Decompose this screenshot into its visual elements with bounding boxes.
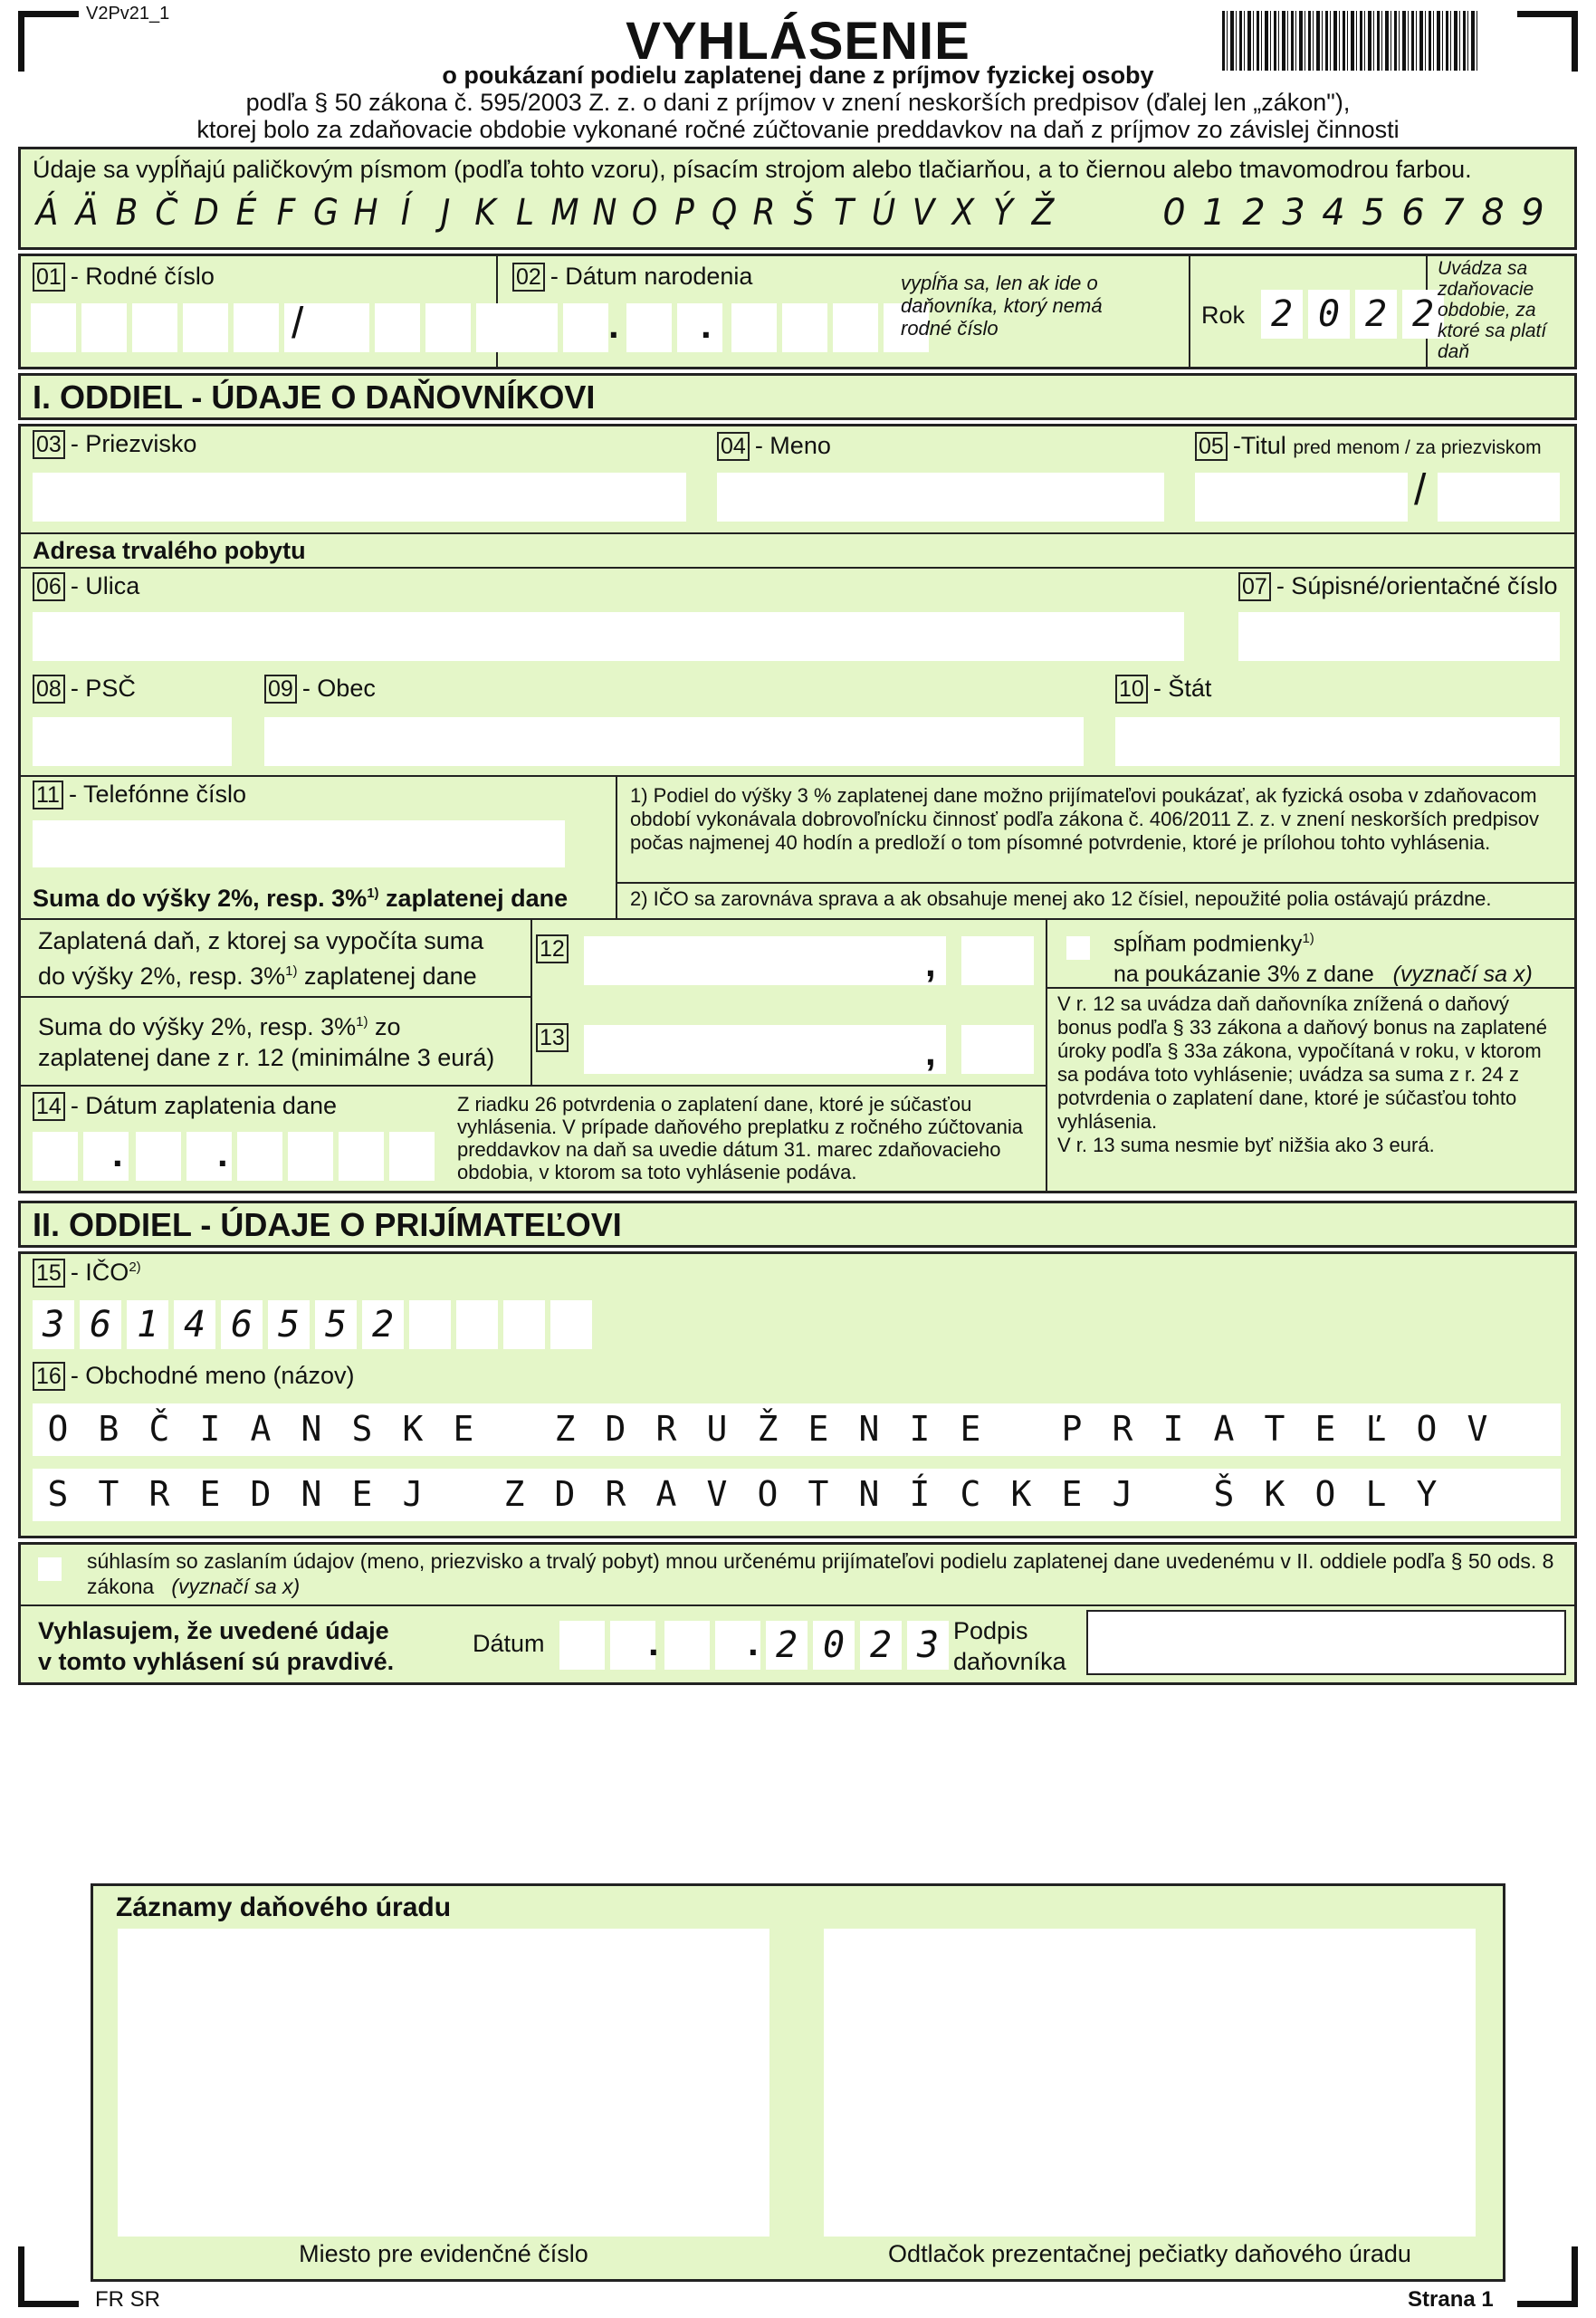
sample-letter: K [474,192,496,234]
signature-label: Podpis daňovníka [953,1617,1066,1675]
sample-letter: N [592,192,617,234]
sample-letter: P [674,192,694,234]
field-11-label: 11 - Telefónne číslo [33,781,246,809]
business-name-char: B [98,1409,119,1449]
business-name-char: D [605,1409,626,1449]
business-name-char: E [1314,1409,1336,1449]
sign-year-digit[interactable]: 2 [766,1621,808,1670]
tax-year-digit[interactable]: 0 [1308,290,1350,339]
ico-digit[interactable]: 5 [315,1300,357,1349]
paid-tax-input[interactable] [584,936,946,985]
ico-digit[interactable] [503,1300,545,1349]
date-dot: . [608,303,619,346]
sample-letter: Ä [75,192,99,234]
sample-digit: 2 [1242,192,1266,234]
business-name-char: I [1162,1409,1184,1449]
sample-digit: 5 [1362,192,1385,234]
business-name-char: E [351,1474,373,1514]
business-name-char: V [1467,1409,1488,1449]
business-name-char: A [250,1409,272,1449]
instruction-text: Údaje sa vypĺňajú paličkovým písmom (podľa tohto vzoru), písacím strojom alebo tlačiarňou, a to čiernou alebo tmavomodrou farbou. [33,156,1472,183]
business-name-char: S [351,1409,373,1449]
business-name-char: O [1314,1474,1336,1514]
field-08-label: 08 - PSČ [33,675,136,704]
footnote-1: 1) Podiel do výšky 3 % zaplatenej dane možno prijímateľovi poukázať, ak fyzická osoba v zdaňovacom období vykonávala dobrovoľnícku činnosť podľa zákona č. 406/2011 Z. z. v znení neskorších predpisov počas najmenej 40 hodín a predloží o tom písomné potvrdenie, ktoré je prílohou tohto vyhlásenia. [630,784,1539,854]
sample-letter: Ž [1031,192,1055,234]
business-name-char: Č [148,1409,170,1449]
date-dot: . [648,1621,659,1663]
ico-digit[interactable] [456,1300,498,1349]
tax-year-digit[interactable]: 2 [1355,290,1397,339]
tax-year-input[interactable] [1261,290,1444,339]
sample-letters [27,192,1063,234]
sign-date-year-input[interactable] [766,1621,949,1670]
sample-letter: M [550,192,579,234]
field-10-label: 10 - Štát [1115,675,1211,704]
business-name-char: J [1112,1474,1133,1514]
surname-input[interactable] [33,473,686,522]
business-name-char: R [1112,1409,1133,1449]
birth-number-suffix-input[interactable] [324,303,521,352]
form-subtitle: o poukázaní podielu zaplatenej dane z príjmov fyzickej osoby [442,62,1154,89]
business-name-char: R [655,1409,677,1449]
business-name-char: Z [503,1474,525,1514]
business-name-char: K [1010,1474,1032,1514]
stamp-caption: Odtlačok prezentačnej pečiatky daňového úradu [888,2240,1411,2267]
sample-letter: G [313,192,339,234]
share-amount-cents-input[interactable] [961,1025,1034,1074]
sign-date-day-input[interactable] [559,1621,655,1670]
consent-text: súhlasím so zaslaním údajov (meno, priezvisko a trvalý pobyt) mnou určenému prijímateľovi podielu zaplatenej dane uvedenému v II. oddiele podľa § 50 ods. 8 zákona (vyznačí sa x) [87,1549,1554,1598]
tax-office-title: Záznamy daňového úradu [116,1892,452,1922]
sample-digit: 7 [1441,192,1465,234]
business-name-char: I [199,1409,221,1449]
three-percent-label: spĺňam podmienky$^{1)}$ na poukázanie 3% z dane (vyznačí sa x) [1113,931,1533,988]
sample-letter: L [515,192,535,234]
field-13-number: 13 [536,1023,574,1052]
field-12-number: 12 [536,934,574,963]
business-name-char: N [858,1474,880,1514]
sample-letter: T [834,192,854,234]
business-name-char: O [1416,1409,1438,1449]
business-name-char: Z [554,1409,576,1449]
sample-letter: Š [793,192,815,234]
business-name-char: E [808,1409,829,1449]
business-name-char: D [250,1474,272,1514]
business-name-char: N [858,1409,880,1449]
field-05-label: 05 -Titul pred menom / za priezviskom [1195,432,1542,461]
sample-letter: Č [155,192,178,234]
business-name-char: P [1061,1409,1083,1449]
birth-number-input[interactable] [31,303,330,352]
field-01-label: 01 - Rodné číslo [33,263,215,292]
sample-digit: 0 [1162,192,1186,234]
birth-number-separator: / [291,300,304,348]
ico-digit[interactable]: 4 [174,1300,215,1349]
sample-letter: D [194,192,219,234]
city-input[interactable] [264,717,1084,766]
business-name-char: K [1264,1474,1285,1514]
business-name-char: D [554,1474,576,1514]
business-name-char: E [199,1474,221,1514]
business-name-char: A [1213,1409,1235,1449]
street-input[interactable] [33,612,1184,661]
sum-title: Suma do výšky 2%, resp. 3%$^{1)}$ zaplatenej dane [33,885,569,912]
date-dot: . [112,1132,123,1174]
footer-issuer: FR SR [95,2287,160,2312]
business-name-char: Ž [757,1409,779,1449]
section-2-title: II. ODDIEL - ÚDAJE O PRIJÍMATEĽOVI [33,1206,622,1243]
sample-digit: 9 [1521,192,1544,234]
sign-year-digit[interactable]: 3 [907,1621,949,1670]
business-name-char: N [301,1474,322,1514]
house-number-input[interactable] [1238,612,1560,661]
field-07-label: 07 - Súpisné/orientačné číslo [1238,572,1557,601]
law-reference-2: ktorej bolo za zdaňovacie obdobie vykonané ročné zúčtovanie preddavkov na daň z príjmov zo závislej činnosti [196,116,1400,143]
sample-digit: 6 [1401,192,1425,234]
ico-digit[interactable]: 2 [362,1300,404,1349]
paid-tax-cents-input[interactable] [961,936,1034,985]
ico-digit[interactable]: 1 [127,1300,168,1349]
section-1-title: I. ODDIEL - ÚDAJE O DAŇOVNÍKOVI [33,378,596,416]
sample-letter: J [440,192,451,234]
year-note: Uvádza sa zdaňovacie obdobie, za ktoré sa platí daň [1438,258,1547,362]
payment-date-year-input[interactable] [237,1132,435,1181]
business-name-char: N [301,1409,322,1449]
sample-letter: É [235,192,257,234]
business-name-char: R [605,1474,626,1514]
share-amount-input[interactable] [584,1025,946,1074]
ico-digit[interactable] [550,1300,592,1349]
title-after-input[interactable] [1438,473,1560,522]
ico-digit[interactable]: 6 [221,1300,263,1349]
business-name-char: Y [1416,1474,1438,1514]
page-number: Strana 1 [1408,2287,1494,2312]
business-name-char: V [706,1474,728,1514]
field-14-note: Z riadku 26 potvrdenia o zaplatení dane, ktoré je súčasťou vyhlásenia. V prípade daňového preplatku z ročného zúčtovania preddavkov na daň sa uvedie dátum 31. marec zdaňovacieho obdobia, v ktorom sa toto vyhlásenie podáva. [457,1093,1023,1183]
date-label: Dátum [473,1630,545,1657]
sample-letter: H [353,192,378,234]
registration-number-area [118,1929,769,2237]
field-06-label: 06 - Ulica [33,572,139,601]
ico-digit[interactable] [409,1300,451,1349]
sample-digit: 4 [1322,192,1345,234]
sample-digit: 3 [1282,192,1305,234]
row-13-note: V r. 13 suma nesmie byť nižšia ako 3 eurá. [1057,1134,1435,1156]
business-name-char: C [960,1474,981,1514]
barcode-icon [1222,11,1480,71]
sample-digit: 1 [1202,192,1226,234]
tax-year-digit[interactable]: 2 [1402,290,1444,339]
sample-letter: X [951,192,975,234]
title-before-input[interactable] [1195,473,1408,522]
title-separator: / [1414,466,1427,514]
business-name-char: E [453,1409,474,1449]
law-reference: podľa § 50 zákona č. 595/2003 Z. z. o dani z príjmov v znení neskorších predpisov (ďalej len „zákon"), [245,89,1351,116]
business-name-char: E [960,1409,981,1449]
field-16-label: 16 - Obchodné meno (názov) [33,1362,354,1391]
business-name-char: U [706,1409,728,1449]
year-label: Rok [1201,302,1246,329]
business-name-char: O [757,1474,779,1514]
business-name-char: S [47,1474,69,1514]
field-09-label: 09 - Obec [264,675,376,704]
business-name-char: Ľ [1365,1409,1387,1449]
business-name-char: Š [1213,1474,1235,1514]
signature-field[interactable] [1086,1610,1566,1675]
business-name-text-2 [33,1474,1452,1514]
form-code: V2Pv21_1 [86,4,170,24]
business-name-char: J [402,1474,424,1514]
field-13-label: Suma do výšky 2%, resp. 3%$^{1)}$ zo zaplatenej dane z r. 12 (minimálne 3 eurá) [38,1013,495,1071]
sample-letter: R [752,192,776,234]
sample-letter: Ý [993,192,1013,234]
sign-date-month-input[interactable] [664,1621,760,1670]
sample-letter: Í [400,192,411,234]
business-name-char: R [148,1474,170,1514]
sample-digits [1154,192,1553,234]
three-percent-checkbox[interactable] [1066,936,1090,960]
decimal-comma: , [925,942,936,984]
field-14-label: 14 - Dátum zaplatenia dane [33,1092,337,1121]
business-name-char: T [1264,1409,1285,1449]
field-02-label: 02 - Dátum narodenia [512,263,752,292]
country-input[interactable] [1115,717,1560,766]
sample-letter: Á [35,192,59,234]
field-12-label: Zaplatená daň, z ktorej sa vypočíta suma do výšky 2%, resp. 3%$^{1)}$ zaplatenej dane [38,927,484,990]
date-dot: . [217,1132,228,1174]
first-name-input[interactable] [717,473,1164,522]
stamp-area [824,1929,1476,2237]
date-dot: . [701,303,712,346]
phone-input[interactable] [33,820,565,867]
field-03-label: 03 - Priezvisko [33,430,196,459]
sign-year-digit[interactable]: 0 [813,1621,855,1670]
sample-letter: F [276,192,296,234]
business-name-char: K [402,1409,424,1449]
business-name-char: E [1061,1474,1083,1514]
tax-year-digit[interactable]: 2 [1261,290,1303,339]
ico-digit[interactable]: 5 [268,1300,310,1349]
ico-digit[interactable]: 3 [33,1300,74,1349]
address-title: Adresa trvalého pobytu [33,537,306,564]
business-name-char: A [655,1474,677,1514]
birth-date-day-input[interactable] [512,303,608,352]
decimal-comma: , [925,1030,936,1073]
business-name-text-1 [33,1409,1503,1449]
sample-letter: B [115,192,139,234]
row-12-note: V r. 12 sa uvádza daň daňovníka znížená o daňový bonus podľa § 33 zákona a daňový bonus na zaplatené úroky podľa § 33a zákona, vypočítaná v roku, v ktorom sa podáva toto vyhlásenie; uvádza sa suma z r. 24 z potvrdenia o zaplatení dane, ktoré je súčasťou tohto vyhlásenia. [1057,992,1547,1133]
registration-number-caption: Miesto pre evidenčné číslo [299,2240,588,2267]
business-name-char: Í [909,1474,931,1514]
sample-letter: Q [711,192,738,234]
sample-letter: V [912,192,935,234]
business-name-char: I [909,1409,931,1449]
birth-date-year-input[interactable] [731,303,929,352]
consent-checkbox[interactable] [38,1557,62,1581]
business-name-char: L [1365,1474,1387,1514]
ico-input[interactable] [33,1300,592,1349]
corner-mark-bottom-right [1517,2246,1578,2307]
date-dot: . [748,1621,759,1663]
form-title: VYHLÁSENIE [626,12,970,71]
field-04-label: 04 - Meno [717,432,831,461]
field-02-note: vypĺňa sa, len ak ide o daňovníka, ktorý nemá rodné číslo [901,272,1103,340]
declaration-text: Vyhlasujem, že uvedené údaje v tomto vyhlásení sú pravdivé. [38,1617,395,1675]
footnote-2: 2) IČO sa zarovnáva sprava a ak obsahuje menej ako 12 čísiel, nepoužité polia ostávajú prázdne. [630,887,1492,910]
business-name-char: T [98,1474,119,1514]
ico-digit[interactable]: 6 [80,1300,121,1349]
sample-letter: Ú [871,192,896,234]
postal-code-input[interactable] [33,717,232,766]
field-15-label: 15 - IČO$^{2)}$ [33,1259,141,1288]
sample-letter: O [631,192,658,234]
sign-year-digit[interactable]: 2 [860,1621,902,1670]
corner-mark-bottom-left [18,2246,79,2307]
business-name-char: O [47,1409,69,1449]
sample-digit: 8 [1481,192,1505,234]
business-name-char: T [808,1474,829,1514]
